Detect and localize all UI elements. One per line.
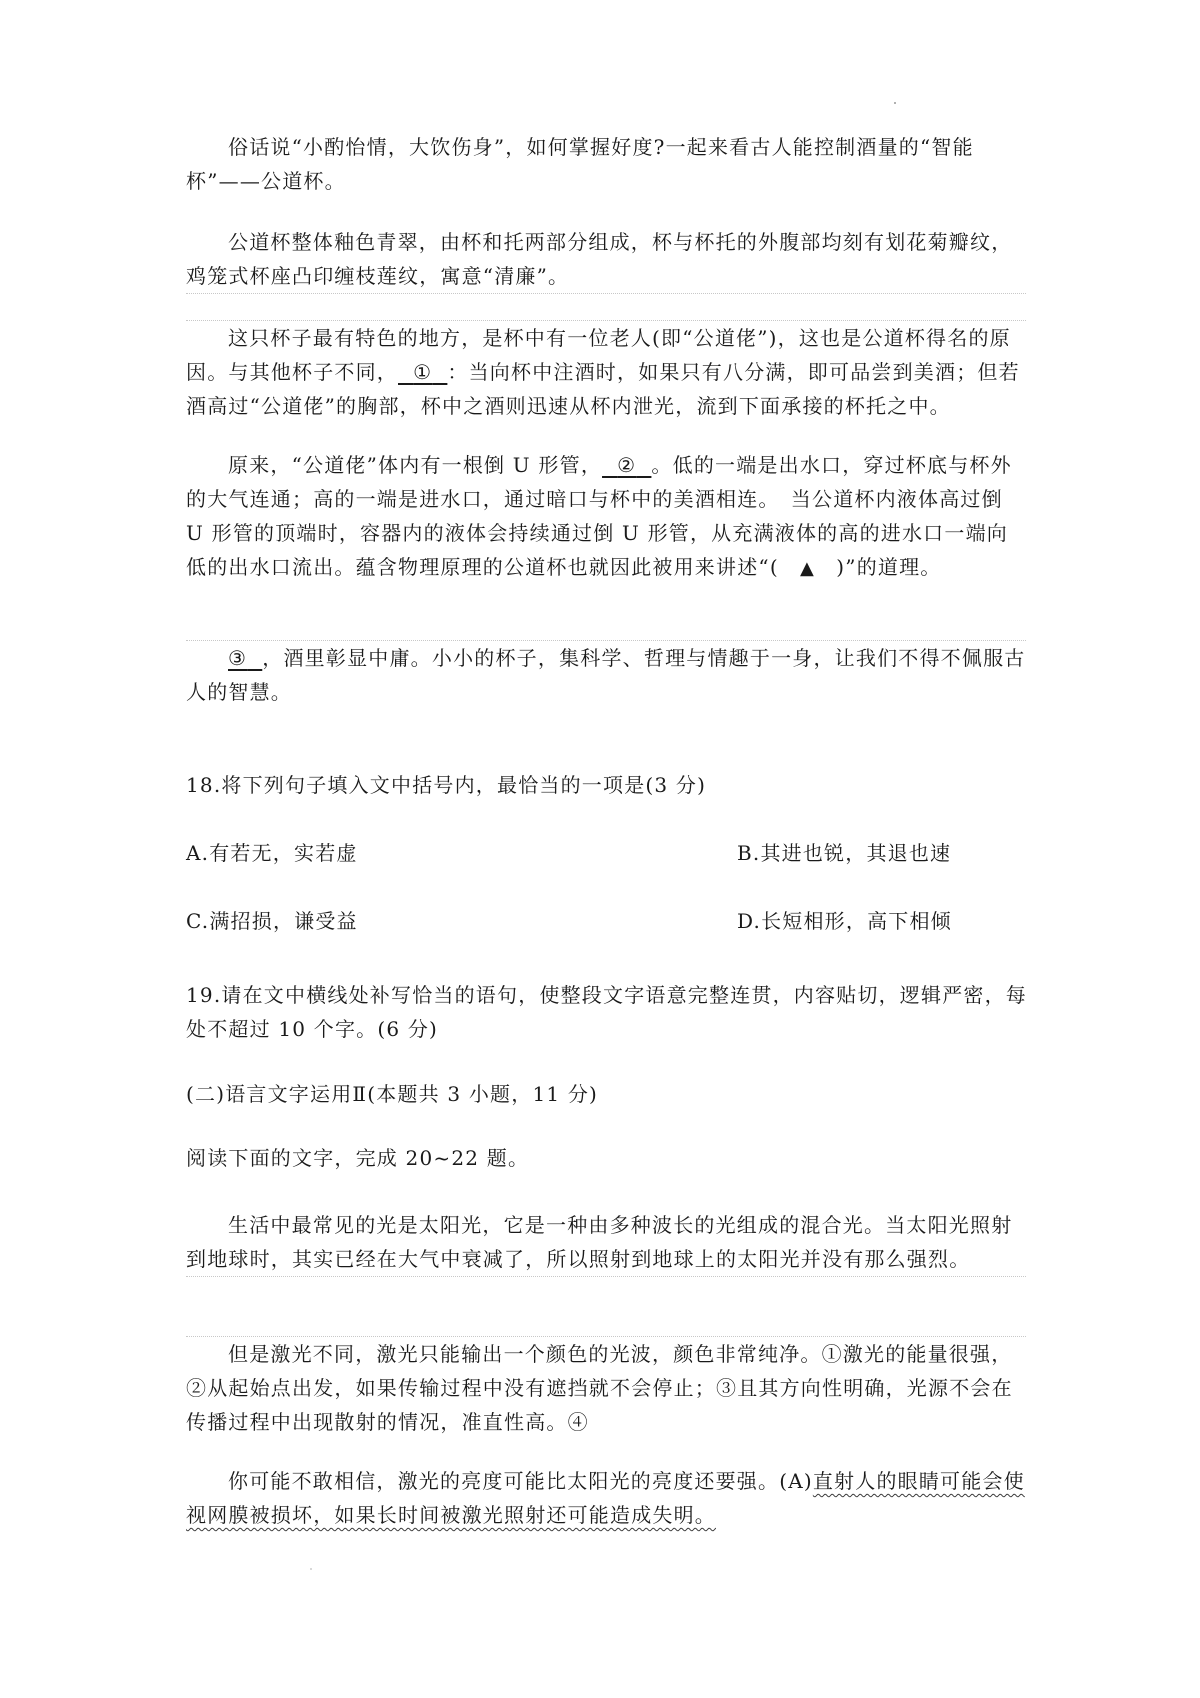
paragraph-feature <box>186 320 1026 423</box>
paragraph-feature-text-before: 这只杯子最有特色的地方，是杯中有一位老人(即“公道佬”)，这也是公道杯得名的原因。与其他杯子不同， <box>186 326 1011 384</box>
paragraph-brightness <box>186 1464 1026 1532</box>
option-c: C.满招损，谦受益 <box>186 909 358 933</box>
paragraph-principle-text-after: )”的道理。 <box>815 555 942 579</box>
paragraph-intro <box>186 130 1026 198</box>
question-18 <box>186 768 1026 802</box>
fill-blank-2: ② <box>617 453 637 477</box>
fill-blank-1: ① <box>413 360 433 384</box>
paragraph-principle-text-before: 原来，“公道佬”体内有一根倒 U 形管， <box>228 453 603 477</box>
scan-speck-bottom <box>310 1568 312 1570</box>
paragraph-brightness-text: 你可能不敢相信，激光的亮度可能比太阳光的亮度还要强。(A) <box>228 1469 813 1493</box>
paragraph-principle-text-middle: 。低的一端是出水口，穿过杯底与杯外的大气连通；高的一端是进水口，通过暗口与杯中的美酒相连。 当公道杯内液体高过倒 U 形管的顶端时，容器内的液体会持续通过倒 U 形管，从充满液体的高的进水口一端向低的出水口流出。蕴含物理原理的公道杯也就因此被用来讲述“( <box>186 453 1012 579</box>
paragraph-conclusion <box>186 640 1026 709</box>
triangle-marker: ▲ <box>800 558 816 579</box>
question-18-text: 18.将下列句子填入文中括号内，最恰当的一项是(3 分) <box>186 773 707 797</box>
fill-blank-3: ③ <box>228 646 248 670</box>
paragraph-conclusion-text: ，酒里彰显中庸。小小的杯子，集科学、哲理与情趣于一身，让我们不得不佩服古人的智慧。 <box>186 646 1026 704</box>
paragraph-feature-text-after: ：当向杯中注酒时，如果只有八分满，即可品尝到美酒；但若酒高过“公道佬”的胸部，杯中之酒则迅速从杯内泄光，流到下面承接的杯托之中。 <box>186 360 1020 418</box>
paragraph-sunlight-text: 生活中最常见的光是太阳光，它是一种由多种波长的光组成的混合光。当太阳光照射到地球时，其实已经在大气中衰减了，所以照射到地球上的太阳光并没有那么强烈。 <box>186 1213 1013 1271</box>
question-19-line-2: 处不超过 10 个字。(6 分) <box>186 1017 439 1041</box>
section-2-title: (二)语言文字运用Ⅱ(本题共 3 小题，11 分) <box>186 1082 599 1106</box>
paragraph-laser-text: 但是激光不同，激光只能输出一个颜色的光波，颜色非常纯净。①激光的能量很强，②从起始点出发，如果传输过程中没有遮挡就不会停止；③且其方向性明确，光源不会在传播过程中出现散射的情况，准直性高。④ <box>186 1342 1013 1434</box>
option-d: D.长短相形，高下相倾 <box>737 909 952 933</box>
paragraph-intro-text: 俗话说“小酌怡情，大饮伤身”，如何掌握好度?一起来看古人能控制酒量的“智能杯”——公道杯。 <box>186 135 974 193</box>
paragraph-principle <box>186 448 1026 586</box>
wavy-underlined-sentence: 直射人的眼睛可能会使视网膜被损坏，如果长时间被激光照射还可能造成失明。 <box>186 1469 1025 1527</box>
paragraph-sunlight <box>186 1208 1026 1277</box>
question-19-line-1: 19.请在文中横线处补写恰当的语句，使整段文字语意完整连贯，内容贴切，逻辑严密，每 <box>186 983 1028 1007</box>
paragraph-laser <box>186 1336 1026 1439</box>
paragraph-description-text: 公道杯整体釉色青翠，由杯和托两部分组成，杯与杯托的外腹部均刻有划花菊瓣纹，鸡笼式杯座凸印缠枝莲纹，寓意“清廉”。 <box>186 230 1013 288</box>
option-a: A.有若无，实若虚 <box>186 841 358 865</box>
option-b: B.其进也锐，其退也速 <box>737 841 952 865</box>
section-2-instruction: 阅读下面的文字，完成 20~22 题。 <box>186 1146 530 1170</box>
scan-speck <box>894 102 896 104</box>
paragraph-description <box>186 225 1026 294</box>
